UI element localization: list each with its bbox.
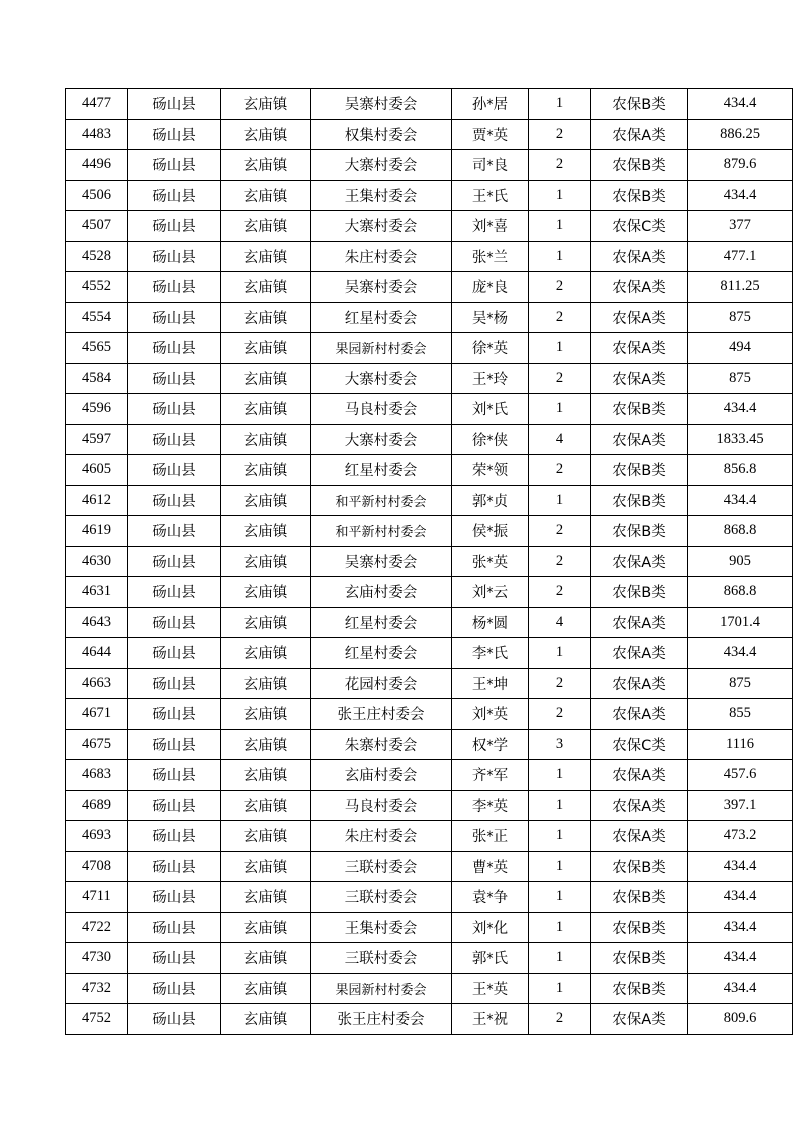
cell-name: 权*学: [452, 729, 529, 760]
cell-town: 玄庙镇: [221, 790, 311, 821]
cell-town: 玄庙镇: [221, 180, 311, 211]
cell-name: 王*坤: [452, 668, 529, 699]
cell-town: 玄庙镇: [221, 668, 311, 699]
cell-name: 荣*领: [452, 455, 529, 486]
cell-count: 1: [529, 790, 591, 821]
cell-town: 玄庙镇: [221, 485, 311, 516]
cell-village: 权集村委会: [311, 119, 452, 150]
cell-count: 1: [529, 882, 591, 913]
cell-id: 4689: [66, 790, 128, 821]
cell-county: 砀山县: [128, 363, 221, 394]
cell-town: 玄庙镇: [221, 699, 311, 730]
cell-amount: 1116: [688, 729, 793, 760]
cell-amount: 434.4: [688, 973, 793, 1004]
cell-count: 2: [529, 699, 591, 730]
cell-village: 马良村委会: [311, 790, 452, 821]
cell-id: 4722: [66, 912, 128, 943]
cell-id: 4693: [66, 821, 128, 852]
cell-name: 侯*振: [452, 516, 529, 547]
cell-amount: 868.8: [688, 516, 793, 547]
table-row: [66, 607, 793, 638]
cell-town: 玄庙镇: [221, 119, 311, 150]
cell-town: 玄庙镇: [221, 943, 311, 974]
cell-amount: 809.6: [688, 1004, 793, 1035]
cell-village: 红星村委会: [311, 607, 452, 638]
cell-village: 大寨村委会: [311, 363, 452, 394]
cell-amount: 434.4: [688, 89, 793, 120]
cell-county: 砀山县: [128, 272, 221, 303]
cell-count: 2: [529, 302, 591, 333]
cell-town: 玄庙镇: [221, 394, 311, 425]
cell-count: 2: [529, 119, 591, 150]
cell-town: 玄庙镇: [221, 150, 311, 181]
cell-village: 吴寨村委会: [311, 546, 452, 577]
cell-amount: 905: [688, 546, 793, 577]
cell-name: 贾*英: [452, 119, 529, 150]
cell-village: 红星村委会: [311, 638, 452, 669]
cell-name: 刘*英: [452, 699, 529, 730]
cell-type: 农保B类: [591, 394, 688, 425]
cell-type: 农保B类: [591, 851, 688, 882]
cell-id: 4630: [66, 546, 128, 577]
cell-id: 4631: [66, 577, 128, 608]
cell-name: 徐*侠: [452, 424, 529, 455]
cell-town: 玄庙镇: [221, 363, 311, 394]
cell-village: 三联村委会: [311, 882, 452, 913]
cell-town: 玄庙镇: [221, 302, 311, 333]
cell-town: 玄庙镇: [221, 912, 311, 943]
table-row: [66, 516, 793, 547]
cell-amount: 434.4: [688, 943, 793, 974]
cell-name: 张*正: [452, 821, 529, 852]
cell-count: 1: [529, 180, 591, 211]
cell-type: 农保B类: [591, 973, 688, 1004]
cell-type: 农保A类: [591, 760, 688, 791]
cell-amount: 1701.4: [688, 607, 793, 638]
cell-county: 砀山县: [128, 668, 221, 699]
cell-count: 2: [529, 272, 591, 303]
cell-village: 果园新村村委会: [311, 973, 452, 1004]
cell-village: 王集村委会: [311, 912, 452, 943]
cell-id: 4496: [66, 150, 128, 181]
cell-county: 砀山县: [128, 394, 221, 425]
table-row: [66, 577, 793, 608]
cell-amount: 457.6: [688, 760, 793, 791]
cell-village: 朱寨村委会: [311, 729, 452, 760]
cell-village: 花园村委会: [311, 668, 452, 699]
cell-county: 砀山县: [128, 241, 221, 272]
cell-town: 玄庙镇: [221, 821, 311, 852]
cell-type: 农保B类: [591, 455, 688, 486]
cell-village: 和平新村村委会: [311, 516, 452, 547]
table-row: [66, 302, 793, 333]
cell-amount: 1833.45: [688, 424, 793, 455]
cell-town: 玄庙镇: [221, 424, 311, 455]
cell-village: 朱庄村委会: [311, 241, 452, 272]
cell-village: 玄庙村委会: [311, 760, 452, 791]
cell-town: 玄庙镇: [221, 89, 311, 120]
cell-amount: 434.4: [688, 912, 793, 943]
cell-county: 砀山县: [128, 790, 221, 821]
cell-amount: 434.4: [688, 485, 793, 516]
cell-county: 砀山县: [128, 516, 221, 547]
cell-name: 张*兰: [452, 241, 529, 272]
cell-name: 王*英: [452, 973, 529, 1004]
cell-id: 4597: [66, 424, 128, 455]
cell-amount: 875: [688, 668, 793, 699]
cell-type: 农保B类: [591, 150, 688, 181]
cell-name: 司*良: [452, 150, 529, 181]
table-row: [66, 699, 793, 730]
cell-id: 4730: [66, 943, 128, 974]
cell-amount: 856.8: [688, 455, 793, 486]
table-row: [66, 1004, 793, 1035]
cell-town: 玄庙镇: [221, 1004, 311, 1035]
cell-count: 2: [529, 1004, 591, 1035]
cell-town: 玄庙镇: [221, 333, 311, 364]
cell-id: 4683: [66, 760, 128, 791]
cell-county: 砀山县: [128, 577, 221, 608]
table-body: [66, 89, 793, 1035]
cell-type: 农保B类: [591, 577, 688, 608]
cell-count: 2: [529, 363, 591, 394]
table-row: [66, 180, 793, 211]
cell-count: 2: [529, 516, 591, 547]
table-row: [66, 973, 793, 1004]
cell-town: 玄庙镇: [221, 516, 311, 547]
cell-name: 李*氏: [452, 638, 529, 669]
cell-name: 孙*居: [452, 89, 529, 120]
cell-type: 农保A类: [591, 668, 688, 699]
cell-name: 郭*氏: [452, 943, 529, 974]
cell-name: 张*英: [452, 546, 529, 577]
cell-amount: 434.4: [688, 638, 793, 669]
cell-id: 4619: [66, 516, 128, 547]
cell-town: 玄庙镇: [221, 455, 311, 486]
table-row: [66, 821, 793, 852]
cell-county: 砀山县: [128, 546, 221, 577]
cell-name: 李*英: [452, 790, 529, 821]
cell-amount: 434.4: [688, 882, 793, 913]
cell-town: 玄庙镇: [221, 973, 311, 1004]
cell-village: 果园新村村委会: [311, 333, 452, 364]
cell-county: 砀山县: [128, 638, 221, 669]
cell-name: 庞*良: [452, 272, 529, 303]
cell-type: 农保C类: [591, 729, 688, 760]
cell-type: 农保A类: [591, 302, 688, 333]
cell-village: 大寨村委会: [311, 150, 452, 181]
cell-id: 4711: [66, 882, 128, 913]
cell-town: 玄庙镇: [221, 638, 311, 669]
cell-type: 农保A类: [591, 272, 688, 303]
cell-name: 王*氏: [452, 180, 529, 211]
cell-id: 4554: [66, 302, 128, 333]
cell-id: 4752: [66, 1004, 128, 1035]
cell-count: 1: [529, 333, 591, 364]
cell-count: 2: [529, 455, 591, 486]
cell-name: 郭*贞: [452, 485, 529, 516]
cell-amount: 477.1: [688, 241, 793, 272]
cell-type: 农保A类: [591, 119, 688, 150]
cell-id: 4663: [66, 668, 128, 699]
cell-count: 4: [529, 607, 591, 638]
table-row: [66, 241, 793, 272]
table-row: [66, 668, 793, 699]
cell-village: 张王庄村委会: [311, 1004, 452, 1035]
cell-type: 农保A类: [591, 638, 688, 669]
cell-village: 和平新村村委会: [311, 485, 452, 516]
cell-county: 砀山县: [128, 882, 221, 913]
cell-amount: 811.25: [688, 272, 793, 303]
cell-village: 吴寨村委会: [311, 272, 452, 303]
cell-county: 砀山县: [128, 851, 221, 882]
cell-county: 砀山县: [128, 912, 221, 943]
cell-id: 4732: [66, 973, 128, 1004]
cell-name: 袁*争: [452, 882, 529, 913]
cell-county: 砀山县: [128, 943, 221, 974]
table-row: [66, 211, 793, 242]
cell-town: 玄庙镇: [221, 760, 311, 791]
cell-town: 玄庙镇: [221, 729, 311, 760]
cell-name: 刘*化: [452, 912, 529, 943]
cell-count: 1: [529, 912, 591, 943]
cell-town: 玄庙镇: [221, 607, 311, 638]
table-row: [66, 485, 793, 516]
table-row: [66, 851, 793, 882]
cell-type: 农保B类: [591, 943, 688, 974]
cell-id: 4483: [66, 119, 128, 150]
cell-id: 4565: [66, 333, 128, 364]
cell-id: 4552: [66, 272, 128, 303]
cell-village: 三联村委会: [311, 943, 452, 974]
cell-village: 大寨村委会: [311, 211, 452, 242]
cell-id: 4506: [66, 180, 128, 211]
table-row: [66, 424, 793, 455]
table-row: [66, 912, 793, 943]
cell-village: 大寨村委会: [311, 424, 452, 455]
cell-type: 农保A类: [591, 821, 688, 852]
cell-id: 4528: [66, 241, 128, 272]
cell-count: 1: [529, 638, 591, 669]
cell-amount: 886.25: [688, 119, 793, 150]
cell-county: 砀山县: [128, 302, 221, 333]
cell-village: 张王庄村委会: [311, 699, 452, 730]
cell-county: 砀山县: [128, 729, 221, 760]
cell-name: 刘*喜: [452, 211, 529, 242]
cell-count: 1: [529, 821, 591, 852]
cell-count: 1: [529, 851, 591, 882]
table-row: [66, 272, 793, 303]
cell-type: 农保A类: [591, 363, 688, 394]
cell-county: 砀山县: [128, 1004, 221, 1035]
cell-town: 玄庙镇: [221, 546, 311, 577]
cell-type: 农保A类: [591, 699, 688, 730]
cell-count: 3: [529, 729, 591, 760]
subsidy-table: [65, 88, 793, 1035]
cell-amount: 434.4: [688, 394, 793, 425]
cell-village: 红星村委会: [311, 302, 452, 333]
cell-name: 王*玲: [452, 363, 529, 394]
cell-county: 砀山县: [128, 455, 221, 486]
table-row: [66, 882, 793, 913]
cell-name: 刘*云: [452, 577, 529, 608]
cell-id: 4477: [66, 89, 128, 120]
cell-county: 砀山县: [128, 485, 221, 516]
cell-count: 1: [529, 943, 591, 974]
cell-name: 刘*氏: [452, 394, 529, 425]
cell-type: 农保A类: [591, 546, 688, 577]
cell-type: 农保B类: [591, 912, 688, 943]
cell-type: 农保A类: [591, 607, 688, 638]
cell-count: 1: [529, 211, 591, 242]
table-row: [66, 546, 793, 577]
cell-id: 4507: [66, 211, 128, 242]
cell-name: 吴*杨: [452, 302, 529, 333]
cell-type: 农保B类: [591, 485, 688, 516]
cell-type: 农保B类: [591, 516, 688, 547]
cell-name: 王*祝: [452, 1004, 529, 1035]
cell-town: 玄庙镇: [221, 272, 311, 303]
cell-amount: 875: [688, 302, 793, 333]
cell-amount: 397.1: [688, 790, 793, 821]
cell-village: 朱庄村委会: [311, 821, 452, 852]
table-row: [66, 455, 793, 486]
cell-town: 玄庙镇: [221, 577, 311, 608]
cell-amount: 875: [688, 363, 793, 394]
cell-amount: 473.2: [688, 821, 793, 852]
cell-count: 1: [529, 485, 591, 516]
cell-town: 玄庙镇: [221, 851, 311, 882]
cell-county: 砀山县: [128, 760, 221, 791]
table-row: [66, 150, 793, 181]
cell-id: 4605: [66, 455, 128, 486]
table-row: [66, 943, 793, 974]
cell-name: 杨*圆: [452, 607, 529, 638]
table-row: [66, 89, 793, 120]
cell-county: 砀山县: [128, 973, 221, 1004]
cell-town: 玄庙镇: [221, 882, 311, 913]
cell-count: 2: [529, 546, 591, 577]
cell-amount: 434.4: [688, 851, 793, 882]
cell-amount: 855: [688, 699, 793, 730]
table-row: [66, 729, 793, 760]
cell-id: 4612: [66, 485, 128, 516]
cell-id: 4675: [66, 729, 128, 760]
cell-type: 农保A类: [591, 790, 688, 821]
cell-county: 砀山县: [128, 89, 221, 120]
table-row: [66, 790, 793, 821]
cell-id: 4671: [66, 699, 128, 730]
cell-count: 2: [529, 577, 591, 608]
cell-county: 砀山县: [128, 150, 221, 181]
cell-village: 玄庙村委会: [311, 577, 452, 608]
cell-count: 4: [529, 424, 591, 455]
cell-count: 2: [529, 668, 591, 699]
cell-id: 4644: [66, 638, 128, 669]
cell-county: 砀山县: [128, 211, 221, 242]
cell-county: 砀山县: [128, 699, 221, 730]
cell-type: 农保B类: [591, 180, 688, 211]
cell-county: 砀山县: [128, 424, 221, 455]
cell-count: 1: [529, 89, 591, 120]
table-row: [66, 119, 793, 150]
cell-county: 砀山县: [128, 180, 221, 211]
cell-id: 4708: [66, 851, 128, 882]
cell-county: 砀山县: [128, 119, 221, 150]
cell-village: 三联村委会: [311, 851, 452, 882]
cell-id: 4643: [66, 607, 128, 638]
cell-village: 吴寨村委会: [311, 89, 452, 120]
cell-type: 农保C类: [591, 211, 688, 242]
cell-type: 农保A类: [591, 424, 688, 455]
cell-id: 4596: [66, 394, 128, 425]
cell-amount: 434.4: [688, 180, 793, 211]
cell-count: 2: [529, 150, 591, 181]
cell-town: 玄庙镇: [221, 211, 311, 242]
cell-id: 4584: [66, 363, 128, 394]
cell-type: 农保B类: [591, 882, 688, 913]
cell-count: 1: [529, 394, 591, 425]
cell-count: 1: [529, 241, 591, 272]
cell-type: 农保B类: [591, 89, 688, 120]
table-row: [66, 363, 793, 394]
cell-name: 齐*军: [452, 760, 529, 791]
cell-amount: 377: [688, 211, 793, 242]
table-row: [66, 333, 793, 364]
cell-count: 1: [529, 760, 591, 791]
cell-village: 马良村委会: [311, 394, 452, 425]
cell-name: 曹*英: [452, 851, 529, 882]
table-row: [66, 760, 793, 791]
cell-count: 1: [529, 973, 591, 1004]
cell-amount: 868.8: [688, 577, 793, 608]
cell-county: 砀山县: [128, 607, 221, 638]
cell-village: 王集村委会: [311, 180, 452, 211]
table-row: [66, 394, 793, 425]
cell-village: 红星村委会: [311, 455, 452, 486]
table-row: [66, 638, 793, 669]
cell-county: 砀山县: [128, 333, 221, 364]
cell-town: 玄庙镇: [221, 241, 311, 272]
cell-name: 徐*英: [452, 333, 529, 364]
cell-type: 农保A类: [591, 1004, 688, 1035]
cell-type: 农保A类: [591, 333, 688, 364]
cell-amount: 494: [688, 333, 793, 364]
cell-amount: 879.6: [688, 150, 793, 181]
cell-type: 农保A类: [591, 241, 688, 272]
cell-county: 砀山县: [128, 821, 221, 852]
